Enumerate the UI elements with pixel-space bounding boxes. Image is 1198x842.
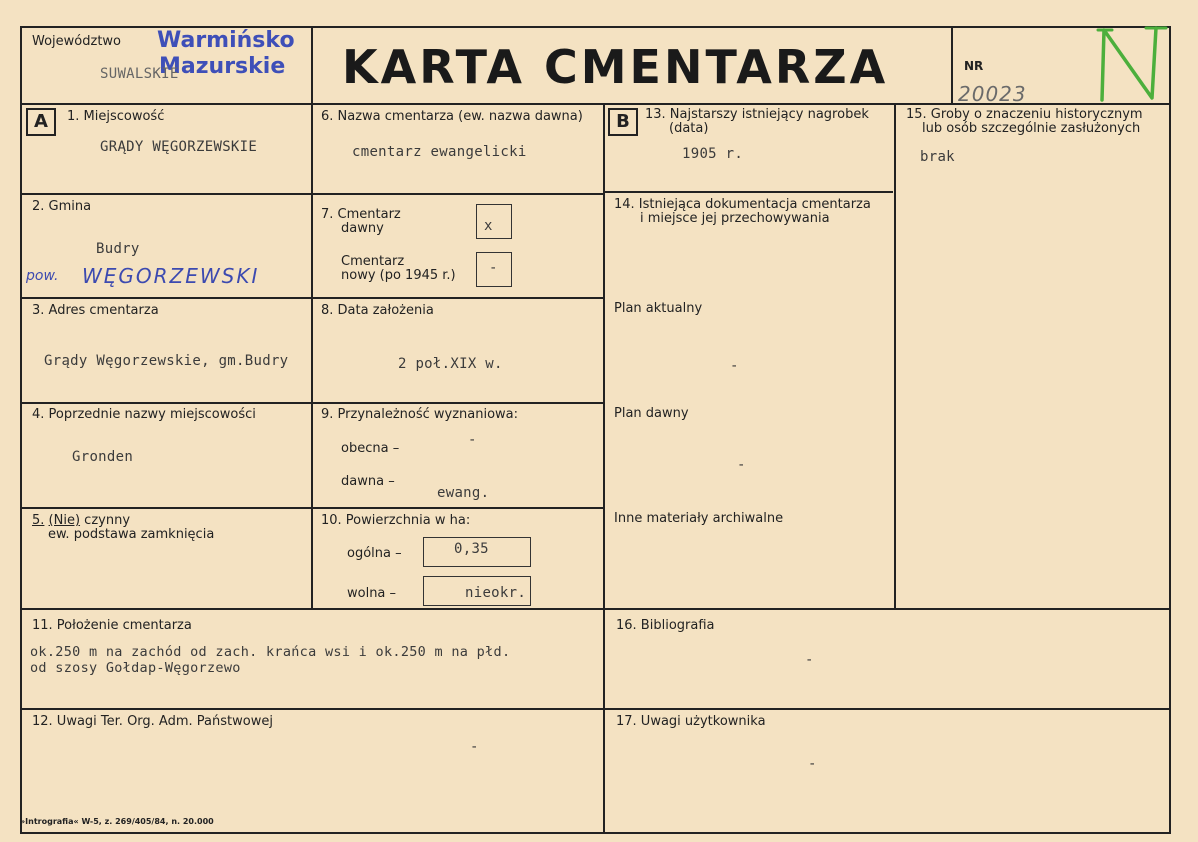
- field-13-value: 1905 r.: [682, 146, 744, 162]
- field-9-dawna-label: dawna –: [341, 474, 395, 489]
- field-1-label: 1. Miejscowość: [67, 109, 165, 124]
- card-title: KARTA CMENTARZA: [342, 40, 889, 94]
- section-a-marker: A: [26, 108, 56, 136]
- wojewodztwo-typed: SUWALSKIE: [100, 66, 179, 82]
- field-2-pow-prefix: pow.: [26, 268, 59, 284]
- nr-label: NR: [964, 59, 984, 73]
- green-n-mark: [1090, 22, 1170, 102]
- field-2-value: Budry: [96, 241, 140, 257]
- field-5-num: 5.: [32, 513, 45, 528]
- row-sep-b1: [311, 193, 604, 195]
- plan-dawny-label: Plan dawny: [614, 406, 689, 421]
- section-b-marker: B: [608, 108, 638, 136]
- row-sep-a3: [20, 402, 312, 404]
- field-9-label: 9. Przynależność wyznaniowa:: [321, 407, 519, 422]
- wojewodztwo-label: Województwo: [32, 34, 122, 49]
- field-16-label: 16. Bibliografia: [616, 618, 715, 633]
- field-15-label-2: lub osób szczególnie zasłużonych: [922, 121, 1141, 136]
- field-11-line-1: ok.250 m na zachód od zach. krańca wsi i ok.250 m na płd.: [30, 644, 511, 660]
- col-sep-1: [311, 103, 313, 609]
- row-sep-a4: [20, 507, 312, 509]
- field-11-line-2: od szosy Gołdap-Węgorzewo: [30, 660, 241, 676]
- field-4-value: Gronden: [72, 449, 134, 465]
- field-6-value: cmentarz ewangelicki: [352, 144, 527, 160]
- row-sep-b4: [311, 507, 604, 509]
- field-7-nowy-value: -: [489, 260, 498, 276]
- field-17-value: -: [808, 756, 817, 772]
- field-10-ogolna-value: 0,35: [454, 541, 489, 557]
- stamp-line-1: Warmińsko: [157, 28, 295, 53]
- field-10-wolna-value: nieokr.: [465, 585, 527, 601]
- field-2-pow-value: WĘGORZEWSKI: [82, 264, 260, 288]
- field-7-dawny-box: [476, 204, 512, 239]
- row-sep-a2: [20, 297, 312, 299]
- field-16-value: -: [805, 652, 814, 668]
- field-5-rest: czynny: [84, 513, 131, 528]
- header-sep-1: [311, 26, 313, 104]
- field-12-label: 12. Uwagi Ter. Org. Adm. Państwowej: [32, 714, 273, 729]
- field-7-label-nowy-1: Cmentarz: [341, 254, 405, 269]
- col-sep-2: [603, 103, 605, 833]
- frame-bottom: [20, 832, 1171, 834]
- frame-left: [20, 26, 22, 834]
- nr-value: 20023: [958, 82, 1027, 106]
- field-5-label: [32, 514, 130, 528]
- field-8-label: 8. Data założenia: [321, 303, 434, 318]
- field-10-wolna-label: wolna –: [347, 586, 397, 601]
- field-15-value: brak: [920, 149, 955, 165]
- field-4-label: 4. Poprzednie nazwy miejscowości: [32, 407, 256, 422]
- field-7-label-dawny-2: dawny: [341, 221, 384, 236]
- header-sep-2: [951, 26, 953, 104]
- field-3-value: Grądy Węgorzewskie, gm.Budry: [44, 353, 289, 369]
- row-sep-lower2: [20, 708, 1171, 710]
- field-17-label: 17. Uwagi użytkownika: [616, 714, 766, 729]
- field-5-label-line2: ew. podstawa zamknięcia: [48, 527, 215, 542]
- row-sep-b3: [311, 402, 604, 404]
- field-15-label-1: 15. Groby o znaczeniu historycznym: [906, 107, 1143, 122]
- inne-materialy-label: Inne materiały archiwalne: [614, 511, 784, 526]
- plan-aktualny-label: Plan aktualny: [614, 301, 703, 316]
- field-7-dawny-value: x: [484, 218, 493, 234]
- col-sep-3: [894, 103, 896, 609]
- field-11-label: 11. Położenie cmentarza: [32, 618, 192, 633]
- field-3-label: 3. Adres cmentarza: [32, 303, 159, 318]
- field-6-label: 6. Nazwa cmentarza (ew. nazwa dawna): [321, 109, 583, 124]
- field-12-value: -: [470, 739, 479, 755]
- field-14-label-1: 14. Istniejąca dokumentacja cmentarza: [614, 197, 871, 212]
- field-7-label-dawny-1: 7. Cmentarz: [321, 207, 401, 222]
- field-8-value: 2 poł.XIX w.: [398, 356, 503, 372]
- printer-imprint: »Intrografia« W-5, z. 269/405/84, n. 20.000: [20, 817, 214, 826]
- frame-right: [1169, 26, 1171, 834]
- field-10-label: 10. Powierzchnia w ha:: [321, 513, 471, 528]
- plan-dawny-value: -: [737, 457, 746, 473]
- row-sep-c1: [603, 191, 893, 193]
- field-9-obecna-label: obecna –: [341, 441, 400, 456]
- row-sep-a1: [20, 193, 312, 195]
- row-sep-b2: [311, 297, 604, 299]
- field-14-label-2: i miejsce jej przechowywania: [640, 211, 830, 226]
- field-2-label: 2. Gmina: [32, 199, 92, 214]
- field-13-label-1: 13. Najstarszy istniejący nagrobek: [645, 107, 869, 122]
- field-5-nie: (Nie): [48, 513, 81, 528]
- field-13-label-2: (data): [669, 121, 709, 136]
- field-7-label-nowy-2: nowy (po 1945 r.): [341, 268, 456, 283]
- stamp-line-2: Mazurskie: [159, 54, 286, 79]
- field-1-value: GRĄDY WĘGORZEWSKIE: [100, 139, 258, 155]
- field-9-obecna-value: -: [468, 432, 477, 448]
- plan-aktualny-value: -: [730, 358, 739, 374]
- field-10-ogolna-label: ogólna –: [347, 546, 402, 561]
- field-9-dawna-value: ewang.: [437, 485, 490, 501]
- row-sep-lower1: [20, 608, 1171, 610]
